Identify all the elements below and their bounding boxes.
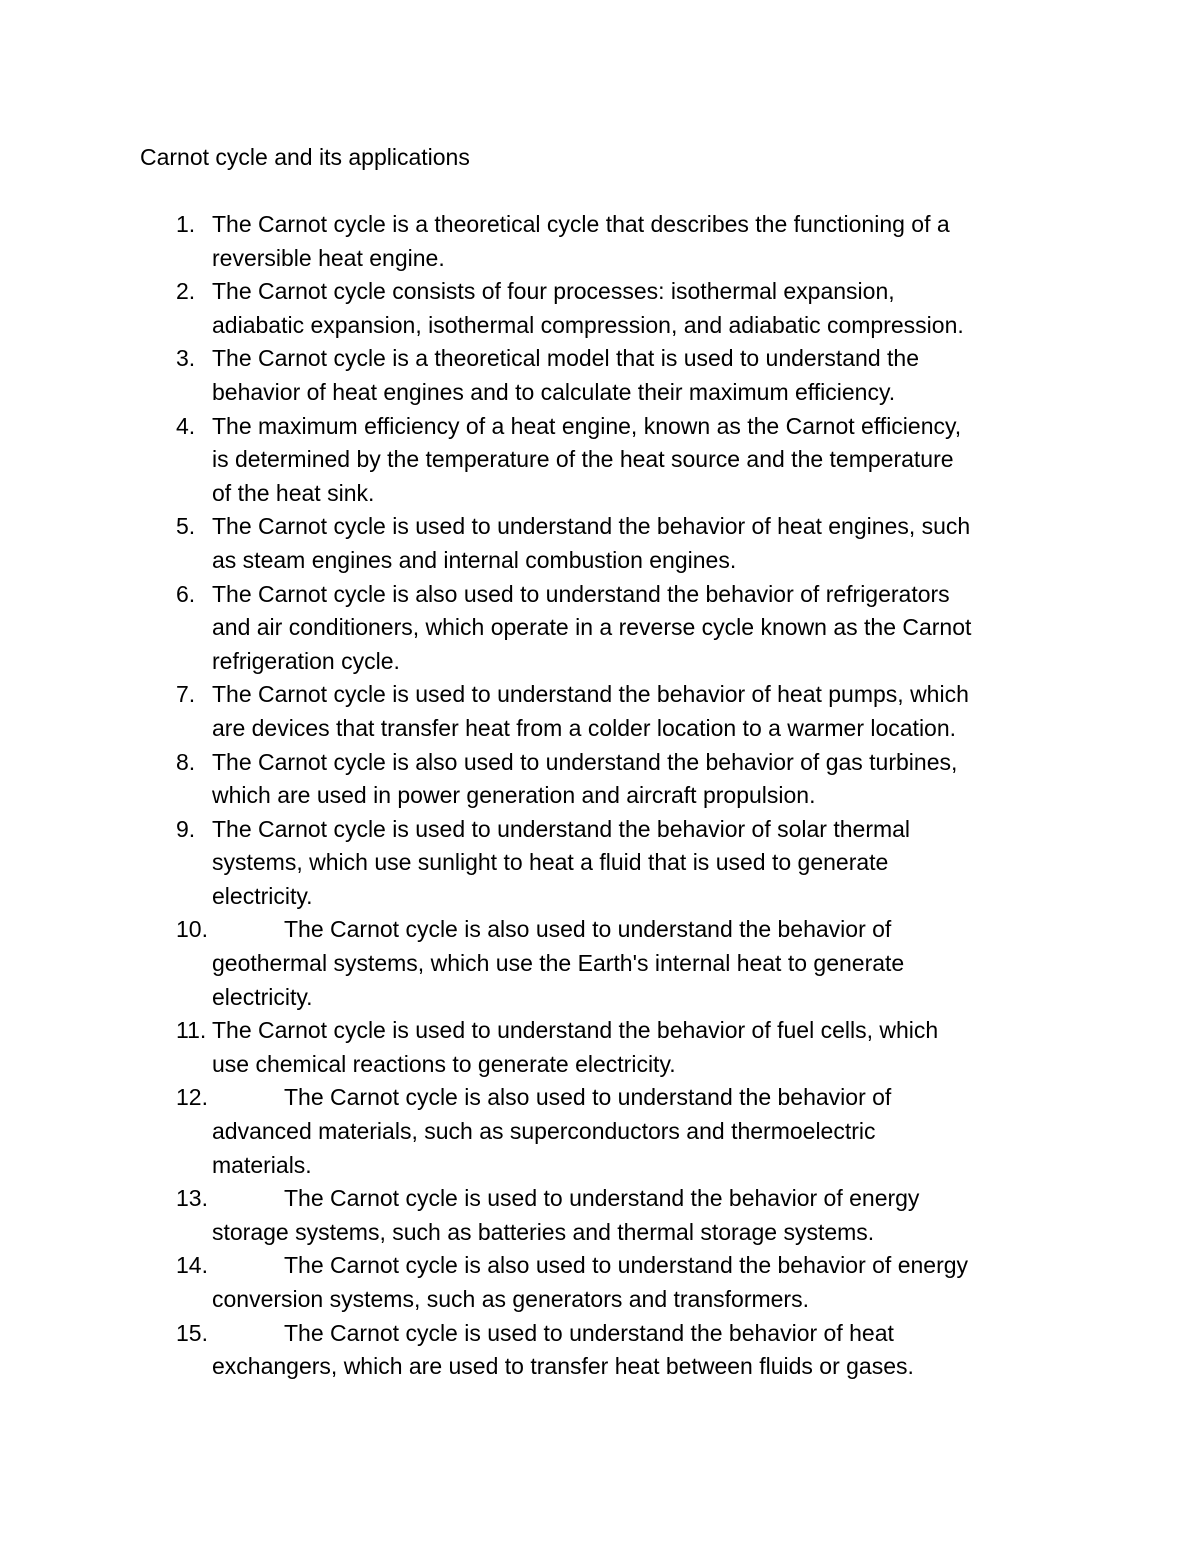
list-item-number: 10. — [176, 916, 208, 943]
list-item-number: 9. — [176, 815, 196, 842]
list-item — [0, 678, 1200, 745]
page-title: Carnot cycle and its applications — [140, 144, 470, 170]
list-item-text: electricity. — [212, 983, 313, 1010]
list-item — [0, 1014, 1200, 1081]
list-item — [0, 510, 1200, 577]
list-item-text: advanced materials, such as superconductors and thermoelectric — [212, 1118, 876, 1145]
list-item-text: The Carnot cycle is used to understand the behavior of heat pumps, which — [212, 681, 969, 708]
list-item-text: use chemical reactions to generate electricity. — [212, 1050, 676, 1077]
list-item-text: The maximum efficiency of a heat engine, known as the Carnot efficiency, — [212, 412, 962, 439]
list-item — [0, 410, 1200, 511]
list-item-text: The Carnot cycle is used to understand the behavior of heat engines, such — [212, 513, 971, 540]
list-item-text: The Carnot cycle is used to understand the behavior of solar thermal — [212, 815, 911, 842]
list-item-number: 11. — [176, 1017, 207, 1044]
list-item-text: The Carnot cycle is a theoretical cycle that describes the functioning of a — [212, 211, 950, 237]
list-item-text: electricity. — [212, 882, 313, 909]
list-item-text: and air conditioners, which operate in a reverse cycle known as the Carnot — [212, 614, 972, 641]
list-item-text: The Carnot cycle is also used to understand the behavior of — [284, 1084, 892, 1111]
list-item — [0, 1182, 1200, 1249]
list-item-text: adiabatic expansion, isothermal compression, and adiabatic compression. — [212, 311, 964, 338]
list-item — [0, 746, 1200, 813]
list-item — [0, 578, 1200, 679]
list-item-number: 4. — [176, 412, 196, 439]
list-item-number: 1. — [176, 211, 196, 237]
list-item-number: 3. — [176, 345, 196, 372]
list-item-text: The Carnot cycle is a theoretical model that is used to understand the — [212, 345, 920, 372]
list-item-text: are devices that transfer heat from a colder location to a warmer location. — [212, 714, 957, 741]
list-item-text: The Carnot cycle is used to understand the behavior of heat — [284, 1319, 894, 1346]
list-item-text: as steam engines and internal combustion engines. — [212, 546, 737, 573]
list-item-text: which are used in power generation and aircraft propulsion. — [212, 782, 816, 809]
list-item-text: The Carnot cycle is also used to understand the behavior of — [284, 916, 892, 943]
list-item-text: systems, which use sunlight to heat a fluid that is used to generate — [212, 849, 889, 876]
list-item-text: reversible heat engine. — [212, 244, 445, 271]
list-item-text: is determined by the temperature of the heat source and the temperature — [212, 446, 954, 473]
list-item-number: 15. — [176, 1319, 208, 1346]
list-item — [0, 275, 1200, 342]
list-item-text: materials. — [212, 1151, 312, 1178]
list-item-number: 5. — [176, 513, 196, 540]
list-item-text: The Carnot cycle consists of four processes: isothermal expansion, — [212, 278, 895, 305]
list-item-text: The Carnot cycle is also used to understand the behavior of energy — [284, 1252, 969, 1279]
list-item-text: refrigeration cycle. — [212, 647, 400, 674]
list-item-text: geothermal systems, which use the Earth's internal heat to generate — [212, 950, 905, 977]
list-item — [0, 208, 1200, 275]
list-item-text: conversion systems, such as generators and transformers. — [212, 1286, 809, 1312]
list-item-number: 13. — [176, 1185, 208, 1212]
list-item-text: of the heat sink. — [212, 479, 375, 506]
list-item-number: 6. — [176, 580, 196, 607]
list-item-text: The Carnot cycle is also used to understand the behavior of gas turbines, — [212, 748, 958, 775]
list-item-number: 14. — [176, 1252, 208, 1279]
list-item — [0, 913, 1200, 1014]
list-item-number: 12. — [176, 1084, 208, 1111]
list-item-text: behavior of heat engines and to calculate their maximum efficiency. — [212, 378, 896, 405]
list-item — [0, 342, 1200, 409]
numbered-list — [0, 208, 1200, 1384]
list-item-number: 7. — [176, 681, 196, 708]
list-item-number: 2. — [176, 278, 196, 305]
list-item — [0, 813, 1200, 914]
list-item — [0, 1081, 1200, 1182]
list-item-number: 8. — [176, 748, 196, 775]
list-item — [0, 1249, 1200, 1316]
list-item-text: exchangers, which are used to transfer heat between fluids or gases. — [212, 1353, 914, 1380]
list-item-text: The Carnot cycle is used to understand the behavior of energy — [284, 1185, 920, 1212]
list-item-text: The Carnot cycle is also used to understand the behavior of refrigerators — [212, 580, 950, 607]
list-item-text: The Carnot cycle is used to understand the behavior of fuel cells, which — [212, 1017, 939, 1044]
list-item-text: storage systems, such as batteries and thermal storage systems. — [212, 1218, 875, 1245]
list-item — [0, 1317, 1200, 1384]
